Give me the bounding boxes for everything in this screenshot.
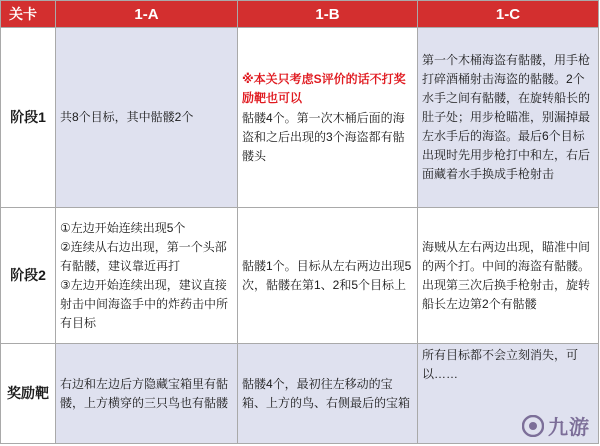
row-label-bonus: 奖励靶: [1, 344, 56, 444]
warning-note: ※本关只考虑S评价的话不打奖励靶也可以: [242, 71, 406, 105]
header-corner: 关卡: [1, 1, 56, 28]
row-label-stage1: 阶段1: [1, 28, 56, 208]
logo-text: 九游: [548, 415, 590, 439]
step-item: ②连续从右边出现，第一个头部有骷髅，建议靠近再打: [60, 239, 227, 273]
cell-bonus-1a: 右边和左边后方隐藏宝箱里有骷髅，上方横穿的三只鸟也有骷髅: [56, 344, 238, 444]
header-col-1c: 1-C: [418, 1, 599, 28]
row-label-stage2: 阶段2: [1, 208, 56, 344]
cell-bonus-1c: 所有目标都不会立刻消失，可以……: [418, 344, 599, 444]
header-col-1b: 1-B: [238, 1, 418, 28]
cell-stage2-1c: 海贼从左右两边出现，瞄准中间的两个打。中间的海盗有骷髅。出现第三次后换手枪射击，旋转船长左边第2个有骷髅: [418, 208, 599, 344]
cell-stage2-1a: [56, 208, 238, 344]
header-col-1a: 1-A: [56, 1, 238, 28]
table-row-stage2: [1, 208, 599, 344]
table-row-stage1: [1, 28, 599, 208]
cell-bonus-1b: 骷髅4个，最初往左移动的宝箱、上方的鸟、右侧最后的宝箱: [238, 344, 418, 444]
step-item: ①左边开始连续出现5个: [60, 220, 186, 235]
cell-stage1-1a: 共8个目标，其中骷髅2个: [56, 28, 238, 208]
table-row-bonus: [1, 344, 599, 444]
header-row: [1, 1, 599, 28]
cell-stage1-1c: 第一个木桶海盗有骷髅，用手枪打碎酒桶射击海盗的骷髅。2个水手之间有骷髅，在旋转船长的肚子处；用步枪瞄准，别漏掉最左水手后的海盗。最后6个目标出现时先用步枪打中和左，右后面藏着水手换成手枪射击: [418, 28, 599, 208]
cell-stage1-1b-text: 骷髅4个。第一次木桶后面的海盗和之后出现的3个海盗都有骷髅头: [242, 110, 405, 163]
cell-stage1-1b: [238, 28, 418, 208]
step-item: ③左边开始连续出现，建议直接射击中间海盗手中的炸药击中所有目标: [60, 277, 229, 330]
cell-stage2-1b: 骷髅1个。目标从左右两边出现5次，骷髅在第1、2和5个目标上: [238, 208, 418, 344]
